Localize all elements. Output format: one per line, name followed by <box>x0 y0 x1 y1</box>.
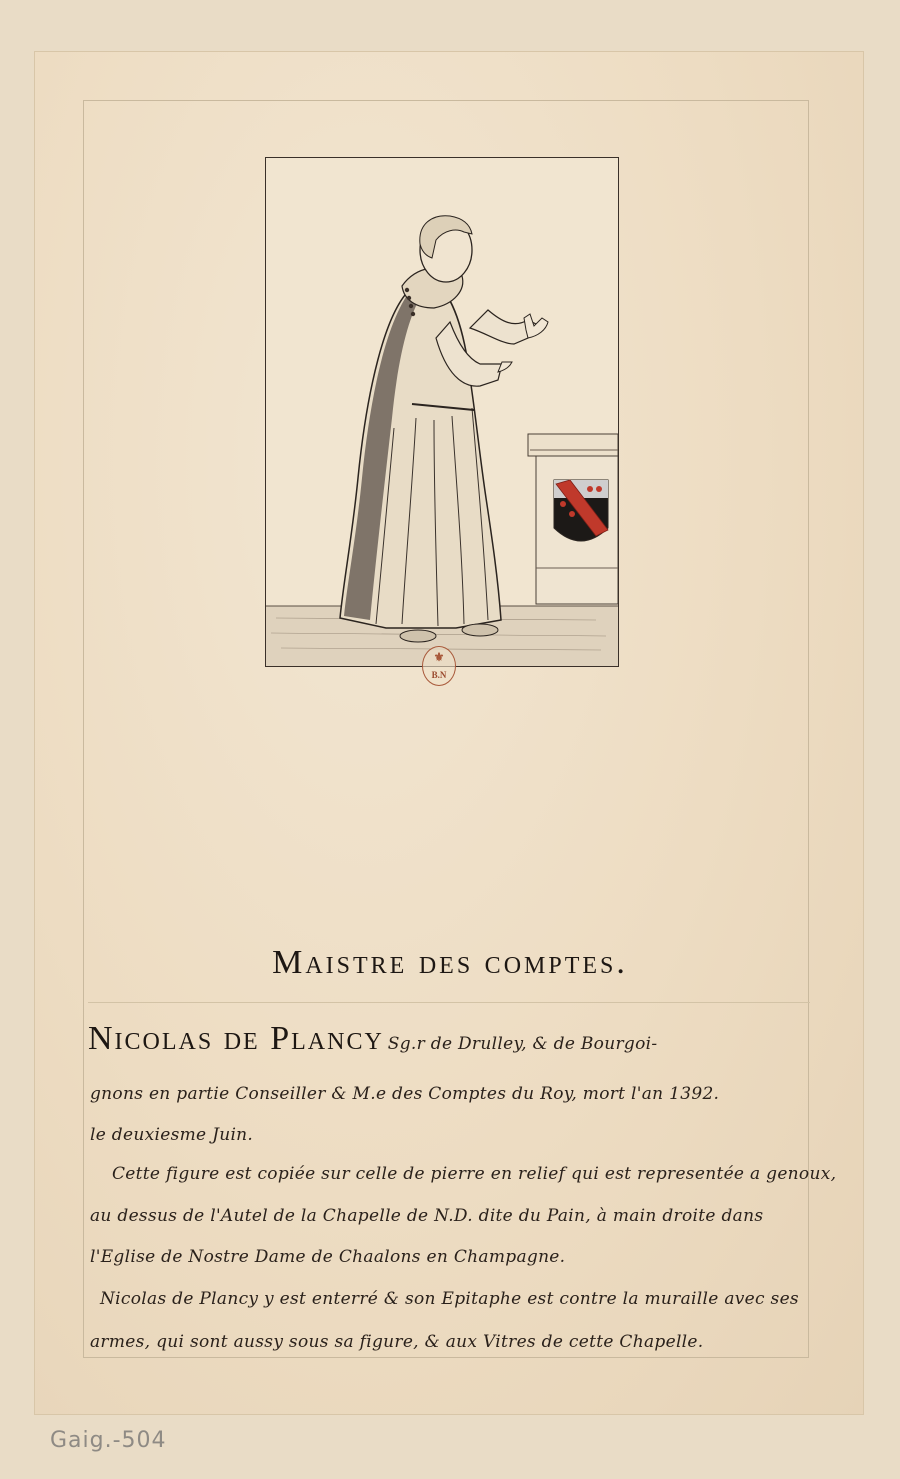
paragraph1-line-2: au dessus de l'Autel de la Chapelle de N.D. dite du Pain, à main droite dans <box>90 1206 764 1226</box>
entry-line-3: le deuxiesme Juin. <box>90 1125 254 1145</box>
entry-heading <box>88 1020 828 1058</box>
paragraph2-line-1: Nicolas de Plancy y est enterré & son Epitaphe est contre la muraille avec ses <box>100 1289 799 1309</box>
entry-line-2: gnons en partie Conseiller & M.e des Comptes du Roy, mort l'an 1392. <box>90 1084 720 1104</box>
rule-line <box>88 1002 810 1003</box>
stamp-text: ⚜ B.N <box>431 670 447 680</box>
library-stamp <box>422 646 456 686</box>
paragraph1-line-3: l'Eglise de Nostre Dame de Chaalons en Champagne. <box>90 1247 566 1267</box>
figure-drawing <box>266 158 618 666</box>
paragraph2-line-2: armes, qui sont aussy sous sa figure, & aux Vitres de cette Chapelle. <box>90 1332 704 1352</box>
paragraph1-line-1: Cette figure est copiée sur celle de pierre en relief qui est representée a genoux, <box>112 1164 837 1184</box>
portrait-illustration <box>265 157 619 667</box>
page-title: Maistre des comptes. <box>272 944 628 981</box>
person-name: Nicolas de Plancy <box>88 1020 384 1057</box>
entry-title-text: Sg.r de Drulley, & de Bourgoi- <box>387 1034 658 1054</box>
coat-of-arms <box>554 480 608 541</box>
pencil-inventory-note: Gaig.-504 <box>50 1428 167 1453</box>
